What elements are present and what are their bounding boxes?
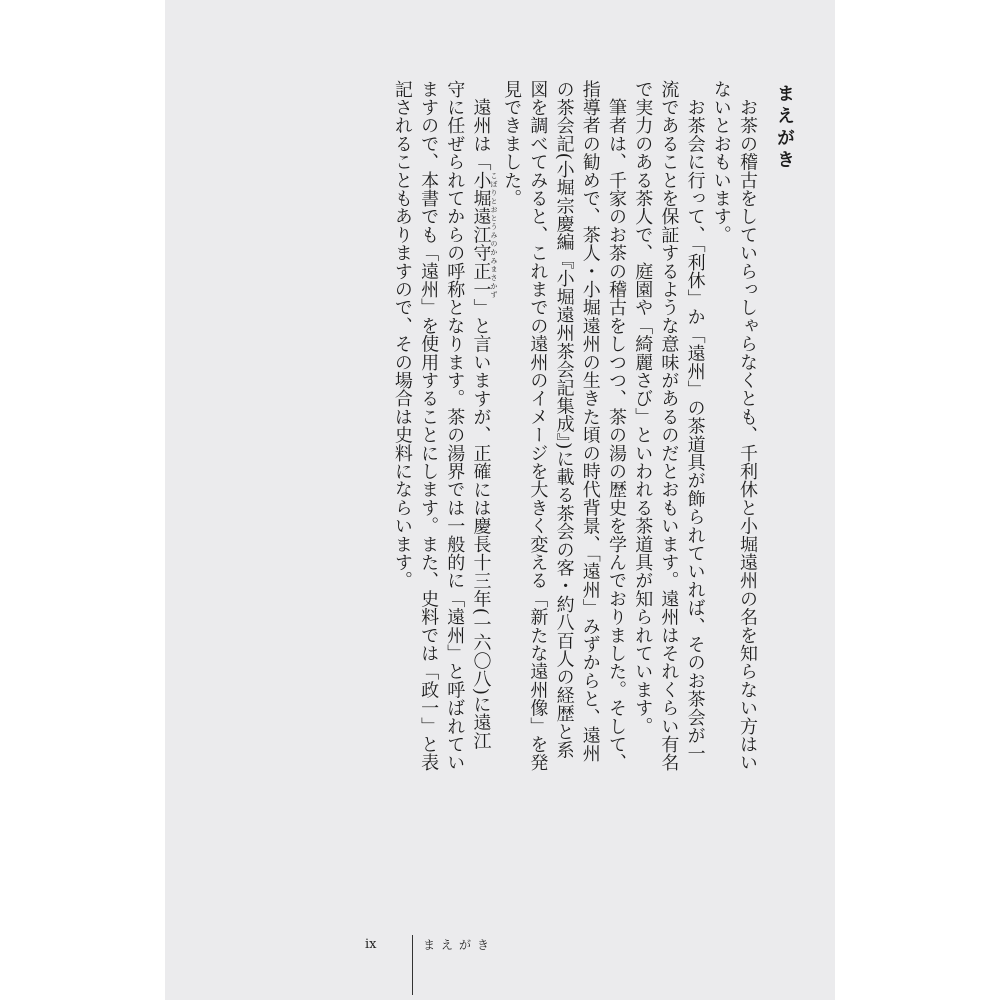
text-line: ないとおもいます。: [710, 80, 732, 244]
text-line: の茶会記(小堀宗慶編『小堀遠州茶会記集成』)に載る茶会の客・約八百人の経歴と系: [553, 80, 575, 759]
running-head: まえがき: [423, 938, 496, 952]
paragraph: [498, 80, 629, 780]
text-segment: 」と言いますが、正確には慶長十三年(一六〇八)に遠江: [470, 298, 492, 750]
book-page: [165, 0, 835, 1000]
text-line: で実力のある茶人で、庭園や「綺麗さび」といわれる茶道具が知られています。: [632, 80, 654, 736]
name-text: 小堀遠江守正一: [470, 171, 492, 299]
text-line: 流であることを保証するような意味があるのだとおもいます。遠州はそれくらい有名: [658, 80, 680, 772]
text-line: 記されることもありますので、その場合は史料にならいます。: [391, 80, 413, 590]
text-line: ますので、本書でも「遠州」を使用することにします。また、史料では「政一」と表: [418, 80, 440, 772]
text-segment: 遠州は「: [470, 98, 492, 172]
text-line: お茶会に行って、「利休」か「遠州」の茶道具が飾られていれば、そのお茶会が一: [684, 98, 706, 763]
text-line: [467, 80, 498, 780]
name-with-ruby: [470, 171, 498, 299]
footer-divider: [412, 935, 413, 995]
text-line: 指導者の勧めで、茶人・小堀遠州の生きた頃の時代背景、「遠州」みずからと、遠州: [579, 80, 601, 763]
paragraph: [708, 80, 760, 780]
preface-body: [240, 80, 760, 780]
text-line: 見できました。: [501, 80, 523, 208]
page-number: ix: [365, 937, 377, 952]
page-title: まえがき: [774, 84, 795, 172]
text-line: 図を調べてみると、これまでの遠州のイメージを大きく変える「新たな遠州像」を発: [527, 80, 549, 772]
paragraph: [629, 80, 708, 780]
text-line: 守に任ぜられてからの呼称となります。茶の湯界では一般的に「遠州」と呼ばれてい: [444, 80, 466, 772]
text-line: お茶の稽古をしていらっしゃらなくとも、千利休と小堀遠州の名を知らない方はい: [737, 98, 758, 772]
paragraph: [389, 80, 498, 780]
text-line: 筆者は、千家のお茶の稽古をしつつ、茶の湯の歴史を学んでおりました。そして、: [605, 98, 627, 772]
ruby-reading: こぼりとおとうみのかみまさかず: [489, 171, 498, 299]
